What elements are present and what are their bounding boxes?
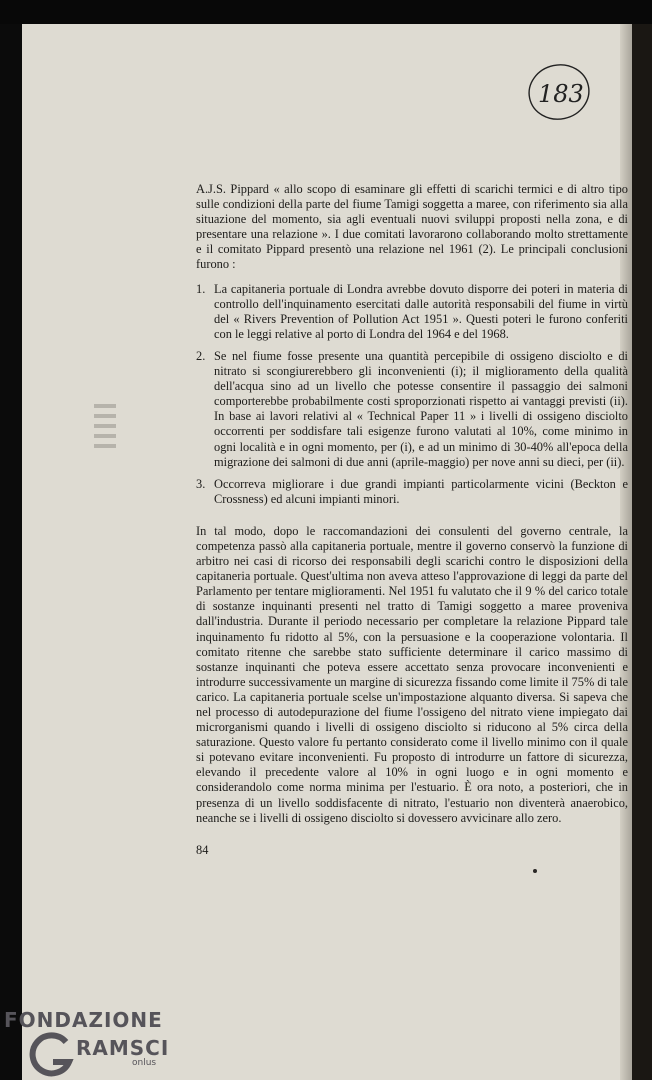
watermark-g-icon (26, 1032, 76, 1078)
conclusion-item (196, 477, 628, 507)
conclusion-item (196, 282, 628, 342)
watermark-line2: RAMSCI (76, 1036, 170, 1060)
conclusion-item (196, 349, 628, 470)
ink-dot (533, 869, 537, 873)
watermark-line1: FONDAZIONE (4, 1008, 163, 1032)
scan-top-border (0, 0, 652, 24)
item-text: Se nel fiume fosse presente una quantità percepibile di ossigeno disciolto e di nitrato si scongiurerebbero gli inconvenienti (i); il miglioramento della qualità dell'acqua sino ad un livello che potesse consentire il passaggio dei salmoni comporterebbe probabilmente costi sproporzionati rispetto ai vantaggi previsti (ii). In base ai lavori relativi al « Technical Paper 11 » i livelli di ossigeno disciolto occorrenti per soddisfare tali esigenze furono valutati al 10%, come minimo in ogni località e in ogni momento, per (i), e ad un minimo di 30-40% all'epoca della migrazione dei salmoni di due anni (aprile-maggio) per nove anni su dieci, per (ii). (214, 348, 628, 469)
binder-strip (632, 24, 652, 1080)
page-number: 84 (196, 843, 209, 857)
intro-paragraph: A.J.S. Pippard « allo scopo di esaminare gli effetti di scarichi termici e di altro tipo sulle condizioni della parte del fiume Tamigi soggetta a maree, con riferimento sia alla situazione del momento, sia agli eventuali nuovi sviluppi proposti nella zona, e di presentare una relazione ». I due comitati lavorarono collaborando molto strettamente e il comitato Pippard presentò una relazione nel 1961 (2). Le principali conclusioni furono : (196, 182, 628, 272)
body-text (196, 182, 628, 826)
main-paragraph: In tal modo, dopo le raccomandazioni dei consulenti del governo centrale, la competenza passò alla capitaneria portuale, mentre il governo conservò la funzione di arbitro nei casi di ricorso dei responsabili degli scarichi contro le disposizioni della capitaneria portuale. Quest'ultima non aveva atteso l'approvazione di leggi da parte del Parlamento per tentare miglioramenti. Nel 1951 fu valutato che il 9 % del carico totale di sostanze inquinanti presenti nel tratto di Tamigi soggetto a maree proveniva dall'industria. Durante il periodo necessario per completare la relazione Pippard tale inquinamento fu ridotto al 5%, con la persuasione e la cooperazione volontaria. Il comitato ritenne che sarebbe stato sufficiente determinare il carico massimo di sostanze inquinanti che poteva essere accettato senza provocare inconvenienti e introdurre successivamente un margine di sicurezza fissando come limite il 75% di tale carico. La capitaneria portuale scelse un'impostazione alquanto diversa. Si sapeva che nel processo di autodepurazione del fiume l'ossigeno del nitrato viene impiegato dai microrganismi quando i livelli di ossigeno disciolto si riducono al 5% circa della saturazione. Questo valore fu pertanto considerato come il livello minimo con il quale si potevano evitare inconvenienti. Fu proposto di introdurre un fattore di sicurezza, elevando il precedente valore al 10% in ogni luogo e in ogni momento e considerandolo come norma minima per l'estuario. È ora noto, a posteriori, che in presenza di un livello soddisfacente di nitrato, l'estuario non diventerà anaerobico, neanche se i livelli di ossigeno disciolto si dovessero avvicinare allo zero. (196, 523, 628, 825)
bleed-mark (94, 444, 116, 448)
handwritten-page-number (525, 60, 595, 124)
bleed-mark (94, 434, 116, 438)
bleed-mark (94, 414, 116, 418)
watermark-sub: onlus (132, 1058, 157, 1068)
watermark-logo (4, 1008, 174, 1078)
item-text: La capitaneria portuale di Londra avrebbe dovuto disporre dei poteri in materia di controllo dell'inquinamento esercitati dalle autorità responsabili del fiume in virtù del « Rivers Prevention of Pollution Act 1951 ». Questi poteri le furono conferiti con le leggi relative al porto di Londra del 1964 e del 1968. (214, 281, 628, 341)
bleed-mark (94, 404, 116, 408)
bleed-mark (94, 424, 116, 428)
item-text: Occorreva migliorare i due grandi impianti particolarmente vicini (Beckton e Crossness) ed alcuni impianti minori. (214, 476, 628, 506)
item-number: 2. (196, 348, 206, 363)
conclusions-list (196, 282, 628, 507)
handwritten-circle-icon (525, 60, 595, 124)
bleed-through-marks (94, 398, 116, 464)
item-number: 3. (196, 476, 206, 491)
handwritten-number: 183 (538, 80, 584, 108)
item-number: 1. (196, 281, 206, 296)
